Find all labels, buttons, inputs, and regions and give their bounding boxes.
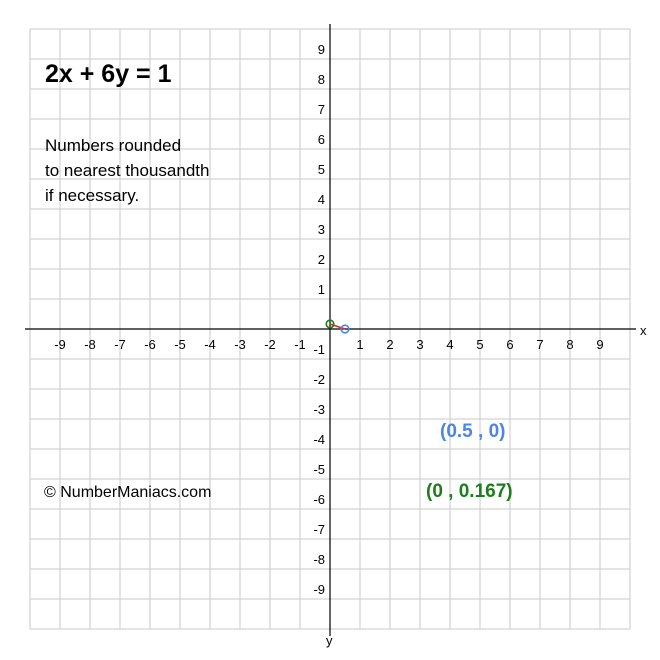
y-tick-label: 9 [317, 42, 325, 57]
x-tick-label: -5 [174, 337, 186, 352]
x-tick-label: 5 [476, 337, 484, 352]
x-tick-label: -1 [294, 337, 306, 352]
x-tick-label: -4 [204, 337, 216, 352]
rounding-note-line-1: Numbers rounded [45, 136, 182, 155]
y-tick-label: -7 [313, 522, 325, 537]
x-tick-label: 9 [596, 337, 604, 352]
y-tick-label: -2 [313, 372, 325, 387]
y-tick-label: -9 [313, 582, 325, 597]
y-tick-label: 4 [317, 192, 325, 207]
equation-title: 2x + 6y = 1 [45, 60, 172, 88]
x-tick-label: 2 [386, 337, 394, 352]
y-tick-label: 1 [317, 282, 325, 297]
x-tick-label: -2 [264, 337, 276, 352]
x-tick-label: 1 [356, 337, 364, 352]
y-axis-label: y [326, 633, 333, 648]
y-tick-label: 6 [317, 132, 325, 147]
x-tick-label: 8 [566, 337, 574, 352]
y-tick-label: 2 [317, 252, 325, 267]
x-intercept-label: (0.5 , 0) [440, 421, 506, 442]
y-tick-label: 3 [317, 222, 325, 237]
x-tick-label: 4 [446, 337, 454, 352]
rounding-note [45, 133, 275, 208]
y-tick-label: -8 [313, 552, 325, 567]
y-tick-label: 5 [317, 162, 325, 177]
x-tick-label: 3 [416, 337, 424, 352]
rounding-note-line-2: to nearest thousandth [45, 161, 210, 180]
y-tick-label: -6 [313, 492, 325, 507]
x-tick-label: -6 [144, 337, 156, 352]
x-tick-label: -9 [54, 337, 66, 352]
y-intercept-label: (0 , 0.167) [426, 481, 513, 502]
x-tick-label: -3 [234, 337, 246, 352]
copyright-notice: © NumberManiacs.com [44, 484, 212, 501]
y-tick-label: -1 [313, 342, 325, 357]
x-tick-label: 6 [506, 337, 514, 352]
x-tick-label: 7 [536, 337, 544, 352]
y-tick-label: -3 [313, 402, 325, 417]
y-tick-label: 7 [317, 102, 325, 117]
x-tick-label: -8 [84, 337, 96, 352]
x-axis-label: x [640, 323, 647, 338]
y-tick-label: 8 [317, 72, 325, 87]
y-tick-label: -5 [313, 462, 325, 477]
x-tick-label: -7 [114, 337, 126, 352]
rounding-note-line-3: if necessary. [45, 186, 140, 205]
y-tick-label: -4 [313, 432, 325, 447]
